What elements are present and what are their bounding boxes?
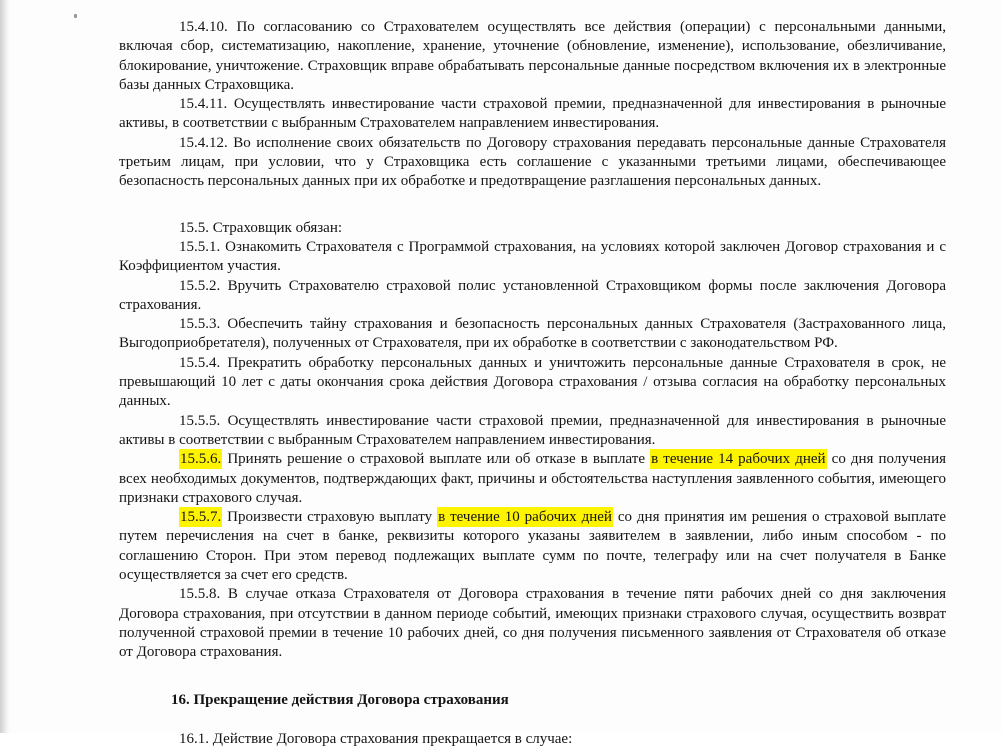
paragraph-text: со дня принятия им решения о страховой выплате путем перечисления на счет в банке, реквизиты которого указаны заявителем в заявлении, либо иным способом - по соглашению Сторон. При этом перевод подлежащих выплате сумм по почте, телеграфу или на счет получателя в Банке осуществляется за счет его средств.: [119, 509, 946, 584]
paragraph-15-5-5: 15.5.5. Осуществлять инвестирование части страховой премии, предназначенной для инвестирования в рыночные активы в соответствии с выбранным Страхователем направлением инвестирования.: [119, 412, 946, 448]
spacer: [119, 663, 946, 691]
spacer: [119, 710, 946, 730]
paragraph-15-5-2: 15.5.2. Вручить Страхователю страховой полис установленной Страховщиком формы после заключения Договора страхования.: [119, 277, 946, 313]
paragraph-15-5-4: 15.5.4. Прекратить обработку персональных данных и уничтожить персональные данные Страхователя в срок, не превышающий 10 лет с даты окончания срока действия Договора страхования / отзыва согласия на обработку персональных данных.: [119, 354, 946, 410]
paragraph-15-5-3: 15.5.3. Обеспечить тайну страхования и безопасность персональных данных Страхователя (Застрахованного лица, Выгодоприобретателя), полученных от Страхователя, при их обработке в соответствии с законодательством РФ.: [119, 316, 946, 352]
scan-speck: [74, 14, 77, 18]
section-heading-16: 16. Прекращение действия Договора страхования: [171, 691, 509, 708]
paragraph-15-5-1: 15.5.1. Ознакомить Страхователя с Программой страхования, на условиях которой заключен Договор страхования и с Коэффициентом участия.: [119, 238, 946, 275]
paragraph-16-1: 16.1. Действие Договора страхования прекращается в случае:: [179, 730, 573, 747]
paragraph-text: со дня получения всех необходимых документов, подтверждающих факт, причины и обстоятельства наступления заявленного события, имеющего признаки страхового случая.: [119, 451, 947, 506]
paragraph-15-5-6: [119, 450, 946, 508]
highlighted-number: 15.5.6.: [180, 451, 222, 468]
document-body: [119, 18, 946, 749]
highlighted-deadline: в течение 10 рабочих дней: [438, 509, 612, 526]
paragraph-15-4-11: 15.4.11. Осуществлять инвестирование части страховой премии, предназначенной для инвестирования в рыночные активы, в соответствии с выбранным Страхователем направлением инвестирования.: [119, 96, 946, 132]
paragraph-15-5-8: 15.5.8. В случае отказа Страхователя от Договора страхования в течение пяти рабочих дней со дня заключения Договора страхования, при отсутствии в данном периоде событий, имеющих признаки страхового случая, осуществить возврат полученной страховой премии в течение 10 рабочих дней, со дня получения письменного заявления от Страхователя об отказе от Договора страхования.: [119, 586, 946, 661]
paragraph-15-5-7: [119, 508, 946, 585]
paragraph-15-5: 15.5. Страховщик обязан:: [179, 219, 343, 236]
paragraph-text: Произвести страховую выплату: [222, 509, 438, 526]
paragraph-text: Принять решение о страховой выплате или об отказе в выплате: [222, 451, 651, 468]
page-edge-shadow: [0, 0, 10, 733]
paragraph-15-4-10: 15.4.10. По согласованию со Страхователем осуществлять все действия (операции) с персональными данными, включая сбор, систематизацию, накопление, хранение, уточнение (обновление, изменение), использование, обезличивание, блокирование, уничтожение. Страховщик вправе обрабатывать персональные данные посредством включения их в электронные базы данных Страховщика.: [119, 19, 946, 93]
paragraph-15-4-12: 15.4.12. Во исполнение своих обязательств по Договору страхования передавать персональные данные Страхователя третьим лицам, при условии, что у Страховщика есть соглашение с указанными третьими лицами, обеспечивающее безопасность персональных данных при их обработке и предотвращение разглашения персональных данных.: [119, 134, 946, 190]
highlighted-deadline: в течение 14 рабочих дней: [651, 451, 826, 468]
spacer: [119, 192, 946, 219]
highlighted-number: 15.5.7.: [180, 509, 222, 526]
